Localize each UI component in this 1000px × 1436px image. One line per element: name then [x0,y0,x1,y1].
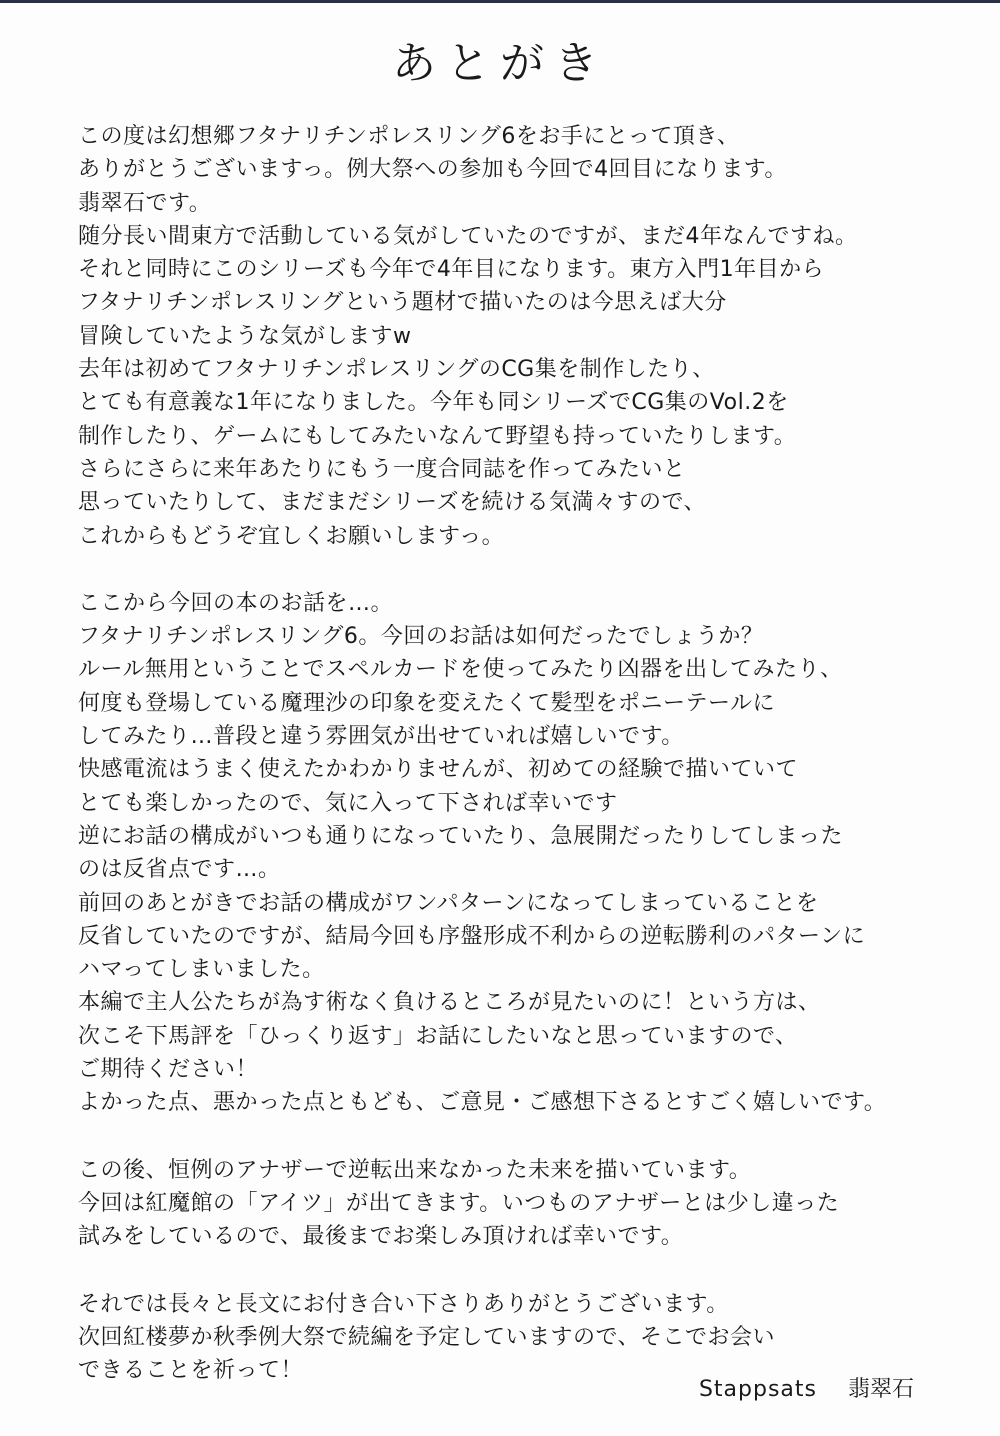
text-line: 前回のあとがきでお話の構成がワンパターンになってしまっていることを [78,890,819,916]
text-line: 冒険していたような気がしますw [78,323,412,349]
afterword-body [78,120,958,1421]
text-line: ありがとうございますっ。例大祭への参加も今回で4回目になります。 [78,157,787,183]
text-line: それでは長々と長文にお付き合い下さりありがとうございます。 [78,1291,729,1317]
text-line: ハマってしまいました。 [78,957,325,983]
text-line: フタナリチンポレスリング6。今回のお話は如何だったでしょうか？ [78,624,764,650]
text-line: よかった点、悪かった点ともども、ご意見・ご感想下さるとすごく嬉しいです。 [78,1090,887,1116]
text-line: 翡翠石です。 [78,190,212,216]
text-line: とても有意義な1年になりました。今年も同シリーズでCG集のVol.2を [78,390,789,416]
text-line: 反省していたのですが、結局今回も序盤形成不利からの逆転勝利のパターンに [78,923,866,949]
circle-name: Stappsats [698,1377,817,1402]
text-line: それと同時にこのシリーズも今年で4年目になります。東方入門1年目から [78,257,825,283]
top-border [0,0,1000,3]
text-line: ここから今回の本のお話を…。 [78,590,394,616]
text-line: さらにさらに来年あたりにもう一度合同誌を作ってみたいと [78,456,686,482]
text-line: 今回は紅魔館の「アイツ」が出てきます。いつものアナザーとは少し違った [78,1190,840,1216]
text-line: 随分長い間東方で活動している気がしていたのですが、まだ4年なんですね。 [78,223,858,249]
text-line: 本編で主人公たちが為す術なく負けるところが見たいのに！という方は、 [78,990,821,1016]
text-line: 制作したり、ゲームにもしてみたいなんて野望も持っていたりします。 [78,423,797,449]
text-line: できることを祈って！ [78,1358,304,1384]
text-line: 思っていたりして、まだまだシリーズを続ける気満々すので、 [78,490,707,516]
signature [699,1373,914,1406]
author-name: 翡翠石 [847,1377,914,1402]
text-line: この後、恒例のアナザーで逆転出来なかった未来を描いています。 [78,1157,752,1183]
text-line: してみたり…普段と違う雰囲気が出せていれば嬉しいです。 [78,724,684,750]
text-line: とても楽しかったので、気に入って下されば幸いです [78,790,618,816]
text-line: ご期待ください！ [78,1057,259,1083]
page-title: あとがき [392,38,608,89]
paragraph-intro [78,120,958,553]
text-line: 何度も登場している魔理沙の印象を変えたくて髪型をポニーテールに [78,690,776,716]
text-line: のは反省点です…。 [78,857,281,883]
text-line: 次回紅楼夢か秋季例大祭で続編を予定していますので、そこでお会い [78,1324,776,1350]
text-line: 去年は初めてフタナリチンポレスリングのCG集を制作したり、 [78,357,715,383]
text-line: フタナリチンポレスリングという題材で描いたのは今思えば大分 [78,290,727,316]
text-line: この度は幻想郷フタナリチンポレスリング6をお手にとって頂き、 [78,124,740,149]
text-line: 快感電流はうまく使えたかわかりませんが、初めての経験で描いていて [78,757,799,783]
text-line: ルール無用ということでスペルカードを使ってみたり凶器を出してみたり、 [78,657,843,683]
paragraph-story [78,587,958,1120]
text-line: 次こそ下馬評を「ひっくり返す」お話にしたいなと思っていますので、 [78,1023,798,1049]
text-line: 試みをしているので、最後までお楽しみ頂ければ幸いです。 [78,1224,684,1250]
text-line: これからもどうぞ宜しくお願いしますっ。 [78,523,505,549]
text-line: 逆にお話の構成がいつも通りになっていたり、急展開だったりしてしまった [78,823,844,849]
paragraph-another [78,1154,958,1254]
